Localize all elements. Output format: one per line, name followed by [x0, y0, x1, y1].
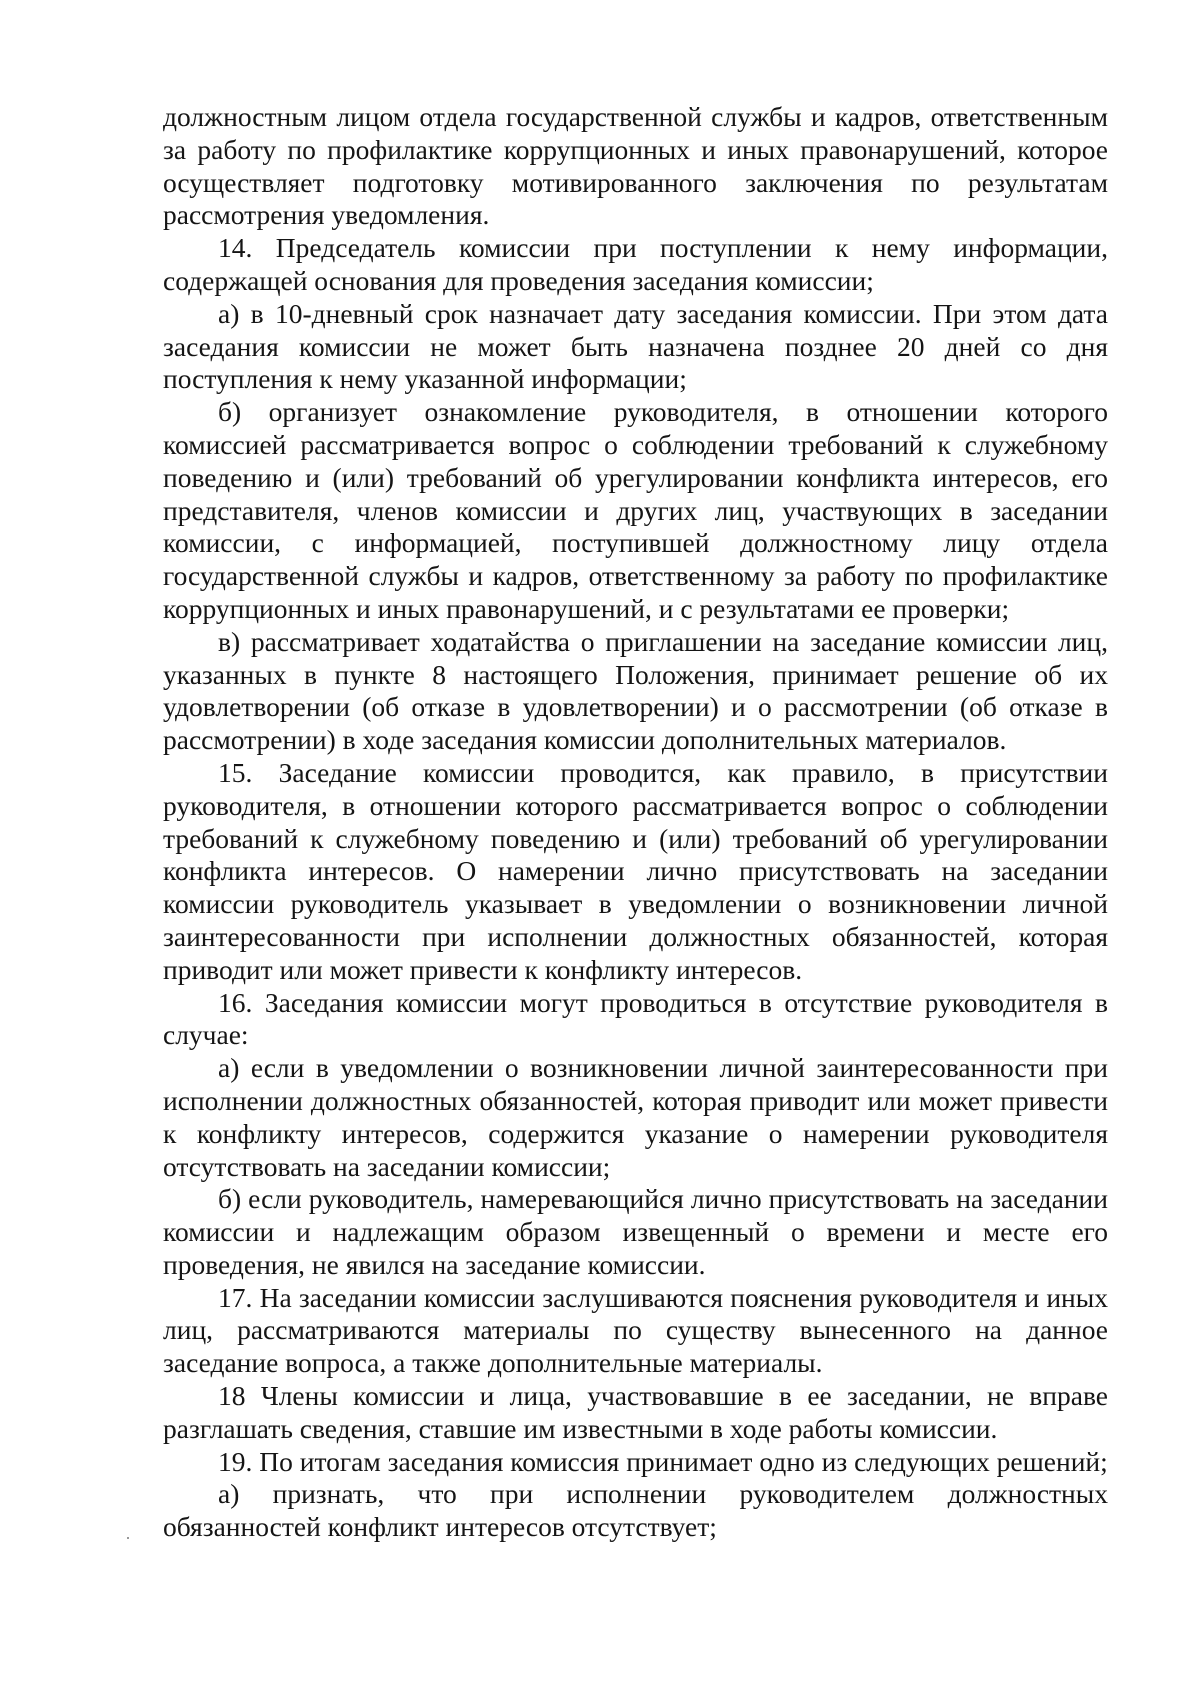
paragraph-item-16a: а) если в уведомлении о возникновении личной заинтересованности при исполнении должностных обязанностей, которая приводит или может привести к конфликту интересов, содержится указание о намерении руководителя отсутствовать на заседании комиссии; — [163, 1052, 1108, 1182]
paragraph-item-15: 15. Заседание комиссии проводится, как правило, в присутствии руководителя, в отношении которого рассматривается вопрос о соблюдении требований к служебному поведению и (или) требований об урегулировании конфликта интересов. О намерении лично присутствовать на заседании комиссии руководитель указывает в уведомлении о возникновении личной заинтересованности при исполнении должностных обязанностей, которая приводит или может привести к конфликту интересов. — [163, 756, 1108, 985]
paragraph-item-16b: б) если руководитель, намеревающийся лично присутствовать на заседании комиссии и надлежащим образом извещенный о времени и месте его проведения, не явился на заседание комиссии. — [163, 1183, 1108, 1280]
scan-speck — [127, 1537, 129, 1539]
paragraph-item-18: 18 Члены комиссии и лица, участвовавшие в ее заседании, не вправе разглашать сведения, ставшие им известными в ходе работы комиссии. — [163, 1380, 1108, 1444]
paragraph-item-16: 16. Заседания комиссии могут проводиться в отсутствие руководителя в случае: — [163, 986, 1108, 1051]
paragraph-item-14: 14. Председатель комиссии при поступлении к нему информации, содержащей основания для проведения заседания комиссии; — [163, 232, 1108, 296]
paragraph-item-19: 19. По итогам заседания комиссия принимает одно из следующих решений; — [218, 1445, 1108, 1477]
paragraph-item-19a: а) признать, что при исполнении руководителем должностных обязанностей конфликт интересов отсутствует; — [163, 1478, 1108, 1543]
paragraph-item-14v: в) рассматривает ходатайства о приглашении на заседание комиссии лиц, указанных в пункте 8 настоящего Положения, принимает решение об их удовлетворении (об отказе в удовлетворении) и о рассмотрении (об отказе в рассмотрении) в ходе заседания комиссии дополнительных материалов. — [163, 625, 1108, 756]
paragraph-continuation: должностным лицом отдела государственной службы и кадров, ответственным за работу по профилактике коррупционных и иных правонарушений, которое осуществляет подготовку мотивированного заключения по результатам рассмотрения уведомления. — [163, 101, 1108, 231]
document-body — [163, 101, 1108, 1544]
paragraph-item-14a: а) в 10-дневный срок назначает дату заседания комиссии. При этом дата заседания комиссии не может быть назначена позднее 20 дней со дня поступления к нему указанной информации; — [163, 297, 1108, 395]
paragraph-item-17: 17. На заседании комиссии заслушиваются пояснения руководителя и иных лиц, рассматриваются материалы по существу вынесенного на данное заседание вопроса, а также дополнительные материалы. — [163, 1281, 1108, 1379]
paragraph-item-14b: б) организует ознакомление руководителя, в отношении которого комиссией рассматривается вопрос о соблюдении требований к служебному поведению и (или) требований об урегулировании конфликта интересов, его представителя, членов комиссии и других лиц, участвующих в заседании комиссии, с информацией, поступившей должностному лицу отдела государственной службы и кадров, ответственному за работу по профилактике коррупционных и иных правонарушений, и с результатами ее проверки; — [163, 396, 1108, 624]
